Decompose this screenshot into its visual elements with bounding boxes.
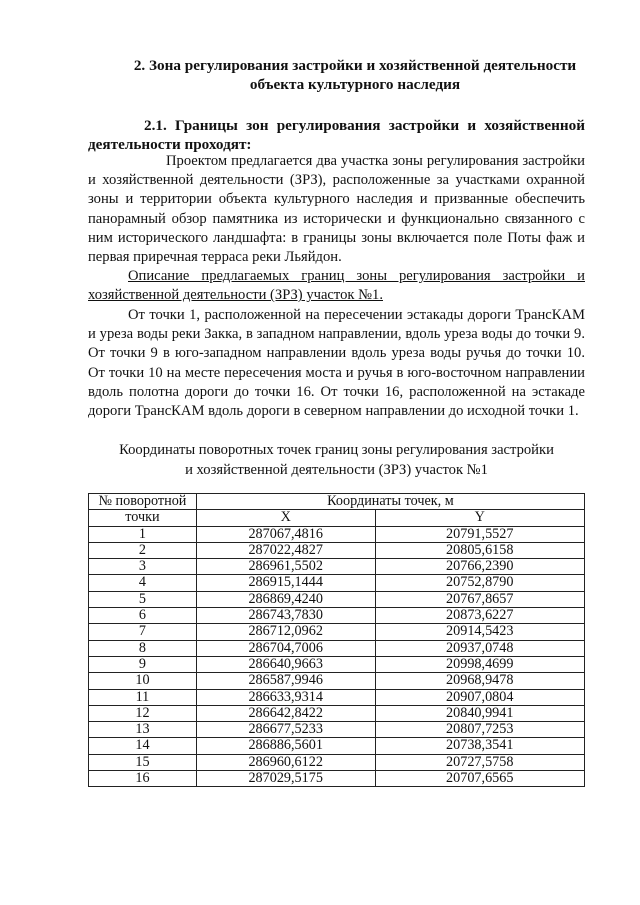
header-point-number — [89, 494, 197, 510]
cell-y: 20968,9478 — [375, 673, 585, 689]
cell-y: 20805,6158 — [375, 542, 585, 558]
cell-point-number: 7 — [89, 624, 197, 640]
boundary-section-title: Описание предлагаемых границ зоны регулирования застройки и хозяйственной деятельности (ЗРЗ) участок №1. — [88, 268, 585, 304]
table-caption-line1: Координаты поворотных точек границ зоны регулирования застройки — [119, 442, 554, 458]
table-row — [89, 608, 585, 624]
cell-y: 20766,2390 — [375, 559, 585, 575]
table-caption-line2: и хозяйственной деятельности (ЗРЗ) участок №1 — [185, 462, 488, 478]
cell-x: 287029,5175 — [196, 771, 375, 787]
table-row — [89, 640, 585, 656]
header-y: Y — [375, 510, 585, 526]
cell-point-number: 12 — [89, 705, 197, 721]
table-row — [89, 673, 585, 689]
cell-y: 20907,0804 — [375, 689, 585, 705]
cell-point-number: 4 — [89, 575, 197, 591]
coordinates-table — [88, 493, 585, 787]
table-body — [89, 526, 585, 787]
cell-x: 286704,7006 — [196, 640, 375, 656]
table-row — [89, 754, 585, 770]
cell-point-number: 14 — [89, 738, 197, 754]
cell-y: 20937,0748 — [375, 640, 585, 656]
header-x: X — [196, 510, 375, 526]
subsection-heading: 2.1. Границы зон регулирования застройки и хозяйственной деятельности проходят: — [88, 117, 585, 153]
cell-y: 20727,5758 — [375, 754, 585, 770]
cell-x: 286587,9946 — [196, 673, 375, 689]
cell-point-number: 8 — [89, 640, 197, 656]
cell-point-number: 1 — [89, 526, 197, 542]
cell-point-number: 10 — [89, 673, 197, 689]
cell-point-number: 5 — [89, 591, 197, 607]
header-point-line1: № поворотной — [98, 493, 187, 509]
cell-y: 20807,7253 — [375, 722, 585, 738]
section-heading-line1: 2. Зона регулирования застройки и хозяйственной деятельности — [133, 57, 577, 74]
header-point-line2: точки — [89, 510, 197, 526]
cell-point-number: 3 — [89, 559, 197, 575]
section-heading-line2: объекта культурного наследия — [249, 76, 461, 93]
table-row — [89, 689, 585, 705]
cell-x: 286677,5233 — [196, 722, 375, 738]
cell-x: 286640,9663 — [196, 656, 375, 672]
cell-y: 20914,5423 — [375, 624, 585, 640]
section-heading — [110, 56, 600, 94]
intro-paragraph: Проектом предлагается два участка зоны регулирования застройки и хозяйственной деятельности (ЗРЗ), расположенные за участками охранной зоны и территории объекта культурного наследия и призванные обеспечить панорамный обзор памятника из исторически и функционально связанного с ним исторического ландшафта: в границы зоны включается поле Поты фаж и первая приречная терраса реки Льяйдон. — [88, 153, 585, 266]
cell-x: 286743,7830 — [196, 608, 375, 624]
table-header-row — [89, 494, 585, 510]
cell-y: 20873,6227 — [375, 608, 585, 624]
table-row — [89, 542, 585, 558]
boundary-description: От точки 1, расположенной на пересечении эстакады дороги ТрансКАМ и уреза воды реки Закка, в западном направлении, вдоль уреза воды до точки 9. От точки 9 в юго-западном направлении вдоль уреза воды ручья до точки 10. От точки 10 на месте пересечения моста и ручья в юго-восточном направлении вдоль полотна дороги до точки 16. От точки 16, расположенной на эстакаде дороги ТрансКАМ вдоль дороги в северном направлении до исходной точки 1. — [88, 307, 585, 420]
cell-x: 286915,1444 — [196, 575, 375, 591]
table-row — [89, 624, 585, 640]
table-row — [89, 559, 585, 575]
cell-point-number: 16 — [89, 771, 197, 787]
cell-y: 20707,6565 — [375, 771, 585, 787]
table-row — [89, 526, 585, 542]
table-row — [89, 575, 585, 591]
cell-point-number: 2 — [89, 542, 197, 558]
table-row — [89, 656, 585, 672]
cell-x: 286886,5601 — [196, 738, 375, 754]
cell-x: 286961,5502 — [196, 559, 375, 575]
cell-y: 20840,9941 — [375, 705, 585, 721]
cell-y: 20998,4699 — [375, 656, 585, 672]
cell-point-number: 13 — [89, 722, 197, 738]
cell-point-number: 9 — [89, 656, 197, 672]
table-row — [89, 722, 585, 738]
table-row — [89, 771, 585, 787]
cell-y: 20752,8790 — [375, 575, 585, 591]
header-coordinates: Координаты точек, м — [196, 494, 584, 510]
cell-x: 287067,4816 — [196, 526, 375, 542]
cell-x: 286869,4240 — [196, 591, 375, 607]
cell-y: 20767,8657 — [375, 591, 585, 607]
cell-y: 20738,3541 — [375, 738, 585, 754]
table-subheader-row — [89, 510, 585, 526]
cell-y: 20791,5527 — [375, 526, 585, 542]
table-row — [89, 738, 585, 754]
cell-x: 286712,0962 — [196, 624, 375, 640]
cell-point-number: 15 — [89, 754, 197, 770]
cell-x: 286642,8422 — [196, 705, 375, 721]
cell-point-number: 6 — [89, 608, 197, 624]
cell-point-number: 11 — [89, 689, 197, 705]
table-caption — [88, 440, 585, 480]
cell-x: 286960,6122 — [196, 754, 375, 770]
table-row — [89, 591, 585, 607]
cell-x: 287022,4827 — [196, 542, 375, 558]
table-row — [89, 705, 585, 721]
cell-x: 286633,9314 — [196, 689, 375, 705]
